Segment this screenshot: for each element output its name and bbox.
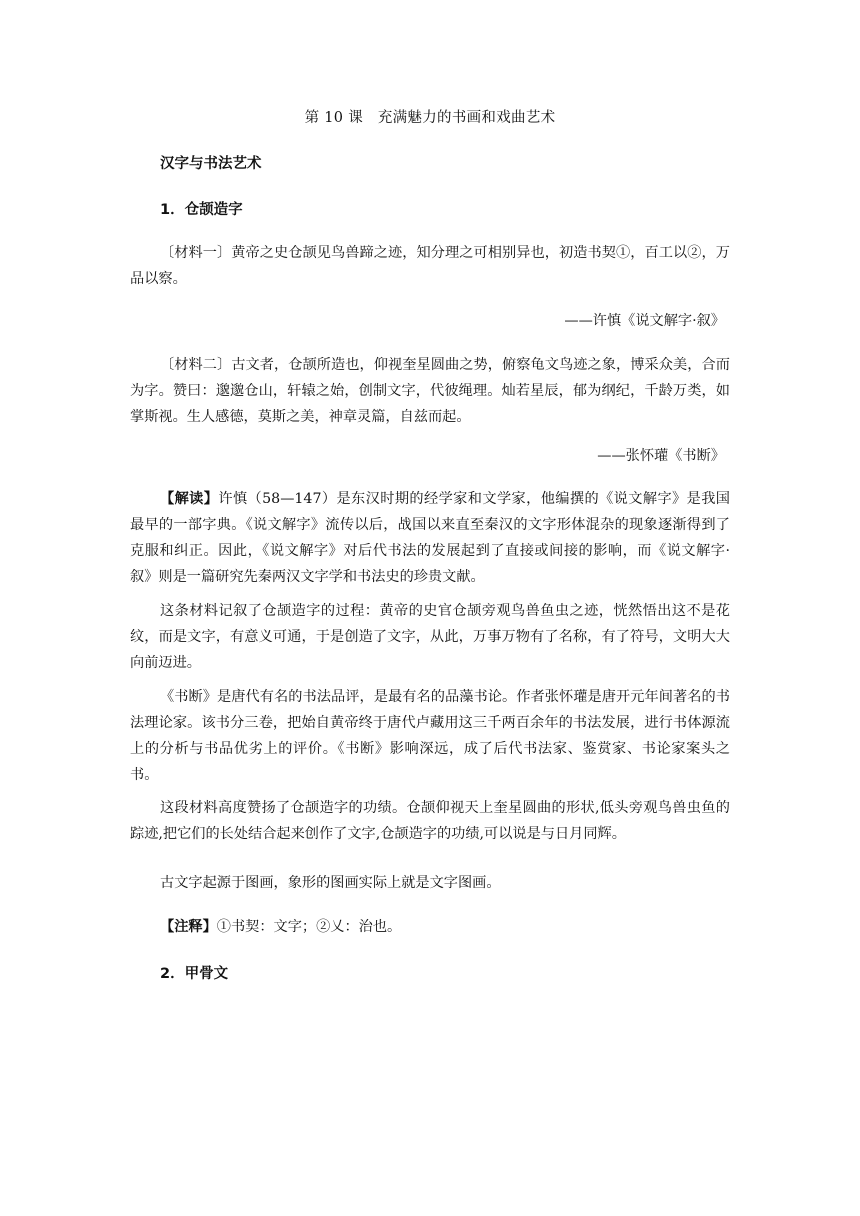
interpretation-label: 【解读】 bbox=[160, 491, 219, 507]
material-one-source: ——许慎《说文解字·叙》 bbox=[564, 313, 725, 329]
shuduan-paragraph: 《书断》是唐代有名的书法品评，是最有名的品藻书论。作者张怀瓘是唐开元年间著名的书法理论家。该书分三卷，把始自黄帝终于唐代卢藏用这三千两百余年的书法发展，进行书体源流上的分析与书品优劣上的评价。《书断》影响深远，成了后代书法家、鉴赏家、书论家案头之书。 bbox=[130, 689, 730, 783]
origin-paragraph: 古文字起源于图画，象形的图画实际上就是文字图画。 bbox=[160, 875, 501, 891]
record-paragraph: 这条材料记叙了仓颉造字的过程：黄帝的史官仓颉旁观鸟兽鱼虫之迹，恍然悟出这不是花纹，而是文字，有意义可通，于是创造了文字，从此，万事万物有了名称，有了符号，文明大大向前迈进。 bbox=[130, 603, 730, 671]
page-title: 第 10 课 充满魅力的书画和戏曲艺术 bbox=[304, 110, 556, 126]
notes-label: 【注释】 bbox=[160, 919, 217, 935]
sub-heading-cangjie: 1．仓颉造字 bbox=[160, 202, 243, 218]
interpretation-paragraph bbox=[130, 486, 730, 590]
material-two-text: 〔材料二〕古文者，仓颉所造也，仰视奎星圆曲之势，俯察龟文鸟迹之象，博采众美，合而为字。赞曰：邈邈仓山，轩辕之始，创制文字，代彼绳理。灿若星辰，郁为纲纪，千龄万类，如掌斯视。生人感德，莫斯之美，神章灵篇，自兹而起。 bbox=[130, 357, 730, 425]
material-two-source: ——张怀瓘《书断》 bbox=[597, 448, 725, 464]
praise-paragraph: 这段材料高度赞扬了仓颉造字的功绩。仓颉仰视天上奎星圆曲的形状,低头旁观鸟兽虫鱼的踪迹,把它们的长处结合起来创作了文字,仓颉造字的功绩,可以说是与日月同辉。 bbox=[130, 800, 730, 842]
notes-text: ①书契：文字；②乂：治也。 bbox=[216, 919, 402, 935]
notes-paragraph bbox=[130, 914, 730, 940]
section-heading: 汉字与书法艺术 bbox=[160, 156, 262, 172]
interpretation-text: 许慎（58—147）是东汉时期的经学家和文学家，他编撰的《说文解字》是我国最早的一部字典。《说文解字》流传以后，战国以来直至秦汉的文字形体混杂的现象逐渐得到了克服和纠正。因此，《说文解字》对后代书法的发展起到了直接或间接的影响，而《说文解字·叙》则是一篇研究先秦两汉文字学和书法史的珍贵文献。 bbox=[130, 491, 730, 585]
material-one-text: 〔材料一〕黄帝之史仓颉见鸟兽蹄之迹，知分理之可相别异也，初造书契①，百工以②，万品以察。 bbox=[130, 245, 730, 287]
sub-heading-oracle-bone: 2．甲骨文 bbox=[160, 966, 229, 982]
